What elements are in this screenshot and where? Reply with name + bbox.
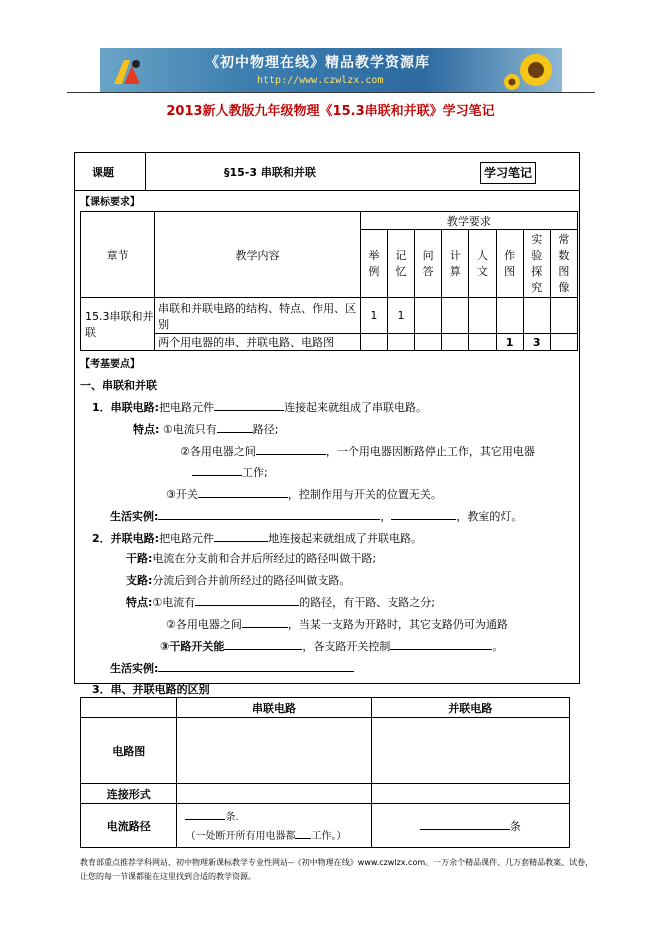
study-notes-stamp: 学习笔记 bbox=[480, 162, 536, 184]
req-value bbox=[442, 334, 469, 351]
series-feature-3: ③开关 ，控制作用与开关的位置无关。 bbox=[166, 485, 442, 502]
series-feature-2: ②各用电器之间 ，一个用电器因断路停止工作，其它用电器 bbox=[180, 442, 535, 459]
blank-field[interactable] bbox=[295, 826, 311, 839]
blank-field[interactable] bbox=[214, 529, 268, 542]
row-connect: 连接形式 bbox=[81, 784, 177, 804]
subject-row-rule bbox=[74, 190, 579, 191]
compare-table bbox=[80, 697, 570, 848]
series-diagram-cell[interactable] bbox=[177, 718, 371, 784]
row-diagram: 电路图 bbox=[81, 718, 177, 784]
header-rule bbox=[67, 92, 595, 93]
trunk-definition: 干路:电流在分支前和合并后所经过的路径叫做干路; bbox=[126, 552, 377, 565]
chapter-cell: 15.3串联和并联 bbox=[81, 298, 155, 351]
req-value bbox=[496, 298, 523, 334]
banner-title: 《初中物理在线》精品教学资源库 bbox=[205, 55, 430, 71]
req-value bbox=[550, 334, 577, 351]
req-col-4: 人 文 bbox=[469, 230, 496, 298]
blank-field[interactable] bbox=[256, 442, 326, 455]
blank-field[interactable] bbox=[420, 817, 510, 830]
series-feature-1: 特点: ①电流只有 路径; bbox=[133, 420, 279, 437]
parallel-feature-2: ②各用电器之间 ，当某一支路为开路时，其它支路仍可为通路 bbox=[166, 615, 508, 632]
req-value bbox=[442, 298, 469, 334]
parallel-connect-cell[interactable] bbox=[371, 784, 569, 804]
req-col-7: 常 数 图 像 bbox=[550, 230, 577, 298]
content-row-1: 串联和并联电路的结构、特点、作用、区别 bbox=[155, 298, 361, 334]
req-value bbox=[387, 334, 414, 351]
series-connect-cell[interactable] bbox=[177, 784, 371, 804]
req-col-0: 举 例 bbox=[360, 230, 387, 298]
req-value: 3 bbox=[523, 334, 550, 351]
req-value bbox=[523, 298, 550, 334]
sunflower-icon bbox=[500, 48, 562, 92]
banner-url[interactable]: http://www.czwlzx.com bbox=[257, 75, 384, 86]
req-col-3: 计 算 bbox=[442, 230, 469, 298]
blank-field[interactable] bbox=[195, 593, 299, 606]
req-col-5: 作 图 bbox=[496, 230, 523, 298]
subject-col-rule bbox=[145, 152, 146, 190]
standards-heading: 【课标要求】 bbox=[80, 197, 140, 208]
row-path: 电流路径 bbox=[81, 804, 177, 848]
parallel-life-example: 生活实例: bbox=[110, 659, 354, 676]
req-value bbox=[550, 298, 577, 334]
series-life-example: 生活实例: ， ，教室的灯。 bbox=[110, 507, 522, 524]
series-path-cell: 条. （一处断开所有用电器都 工作。） bbox=[177, 804, 371, 848]
parallel-diagram-cell[interactable] bbox=[371, 718, 569, 784]
req-value: 1 bbox=[387, 298, 414, 334]
blank-field[interactable] bbox=[391, 507, 456, 520]
req-value bbox=[469, 334, 496, 351]
blank-field[interactable] bbox=[192, 463, 242, 476]
blank-field[interactable] bbox=[158, 507, 380, 520]
col-requirements: 教学要求 bbox=[360, 212, 577, 230]
blank-field[interactable] bbox=[242, 615, 288, 628]
standards-table bbox=[80, 211, 578, 351]
parallel-path-cell: 条 bbox=[371, 804, 569, 848]
section-1-heading: 一、串联和并联 bbox=[80, 379, 157, 392]
req-value bbox=[360, 334, 387, 351]
req-col-2: 问 答 bbox=[415, 230, 442, 298]
document-title: 2013新人教版九年级物理《15.3串联和并联》学习笔记 bbox=[166, 104, 495, 119]
req-col-6: 实 验 探 究 bbox=[523, 230, 550, 298]
section-3-heading: 3．串、并联电路的区别 bbox=[92, 683, 210, 696]
req-value bbox=[469, 298, 496, 334]
blank-field[interactable] bbox=[198, 485, 288, 498]
subject-title: §15-3 串联和并联 bbox=[224, 166, 316, 179]
blank-field[interactable] bbox=[390, 637, 492, 650]
parallel-feature-3: ③干路开关能 ，各支路开关控制 。 bbox=[160, 637, 503, 654]
content-row-2: 两个用电器的串、并联电路、电路图 bbox=[155, 334, 361, 351]
req-col-1: 记 忆 bbox=[387, 230, 414, 298]
compare-corner bbox=[81, 698, 177, 718]
req-value bbox=[415, 298, 442, 334]
blank-field[interactable] bbox=[224, 637, 302, 650]
series-definition: 1．串联电路:把电路元件 连接起来就组成了串联电路。 bbox=[92, 398, 427, 415]
req-value: 1 bbox=[360, 298, 387, 334]
blank-field[interactable] bbox=[214, 398, 284, 411]
subject-label: 课题 bbox=[92, 166, 114, 179]
col-series: 串联电路 bbox=[177, 698, 371, 718]
blank-field[interactable] bbox=[217, 420, 253, 433]
req-value bbox=[415, 334, 442, 351]
col-content: 教学内容 bbox=[155, 212, 361, 298]
parallel-definition: 2．并联电路:把电路元件 地连接起来就组成了并联电路。 bbox=[92, 529, 422, 546]
parallel-feature-1: 特点:①电流有 的路径，有干路、支路之分; bbox=[126, 593, 435, 610]
branch-definition: 支路:分流后到合并前所经过的路径叫做支路。 bbox=[126, 574, 351, 587]
blank-field[interactable] bbox=[185, 807, 225, 820]
site-logo-icon bbox=[110, 54, 146, 90]
blank-field[interactable] bbox=[158, 659, 354, 672]
req-value: 1 bbox=[496, 334, 523, 351]
series-feature-2-cont: 工作; bbox=[192, 463, 268, 480]
col-chapter: 章节 bbox=[81, 212, 155, 298]
exam-heading: 【考基要点】 bbox=[80, 359, 140, 370]
col-parallel: 并联电路 bbox=[371, 698, 569, 718]
footer-note: 教育部重点推荐学科网站、初中物理新课标教学专业性网站--《初中物理在线》www.czwlzx.com。一万余个精品课件、几万套精品教案、试卷，让您的每一节课都能在这里找到合适的教学资源。 bbox=[80, 858, 594, 881]
